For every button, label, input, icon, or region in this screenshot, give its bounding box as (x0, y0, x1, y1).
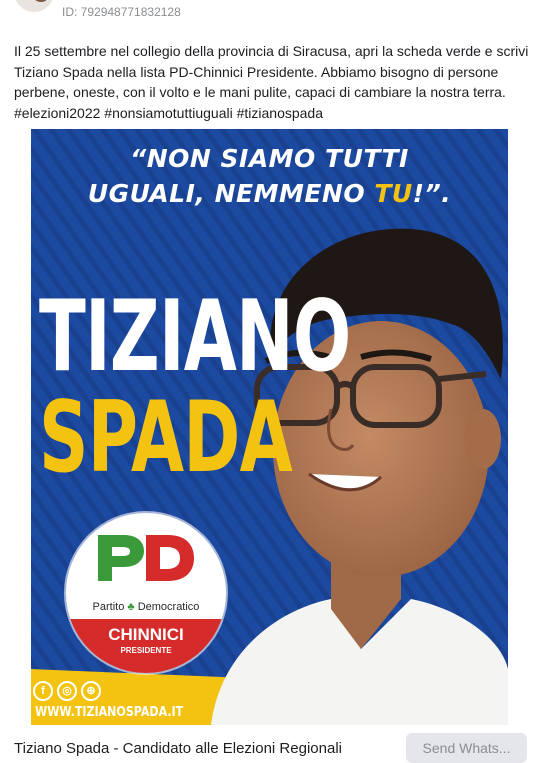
page-avatar[interactable] (14, 0, 54, 12)
send-whatsapp-button[interactable]: Send Whats... (406, 733, 527, 763)
instagram-icon[interactable]: ◎ (57, 681, 77, 701)
post-image[interactable] (31, 129, 508, 725)
candidate-first-name: TIZIANO (39, 280, 351, 394)
pd-letters-icon (96, 533, 196, 583)
facebook-icon[interactable]: f (33, 681, 53, 701)
post-text: Il 25 settembre nel collegio della provincia di Siracusa, apri la scheda verde e scrivi Tiziano Spada nella lista PD-Chinnici Presidente. Abbiamo bisogno di persone perbene, oneste, con il volto e le mani pulite, capaci di cambiare la nostra terra. #elezioni2022 #nonsiamotuttiuguali #tizianospada (14, 43, 529, 121)
link-caption[interactable]: Tiziano Spada - Candidato alle Elezioni Regionali (14, 740, 342, 757)
party-logo (66, 513, 226, 673)
social-icons (31, 681, 191, 707)
party-name: Partito ♣ Democratico (92, 601, 200, 613)
post-header (0, 0, 539, 34)
list-subtitle: PRESIDENTE (120, 646, 172, 655)
list-name: CHINNICI (108, 625, 184, 644)
globe-icon[interactable]: ⊕ (81, 681, 101, 701)
page-id: ID: 792948771832128 (62, 5, 181, 19)
website-link[interactable]: WWW.TIZIANOSPADA.IT (35, 705, 184, 720)
poster-slogan: “NON SIAMO TUTTI UGUALI, NEMMENO TU!”. (87, 144, 452, 208)
candidate-last-name: SPADA (39, 381, 293, 495)
